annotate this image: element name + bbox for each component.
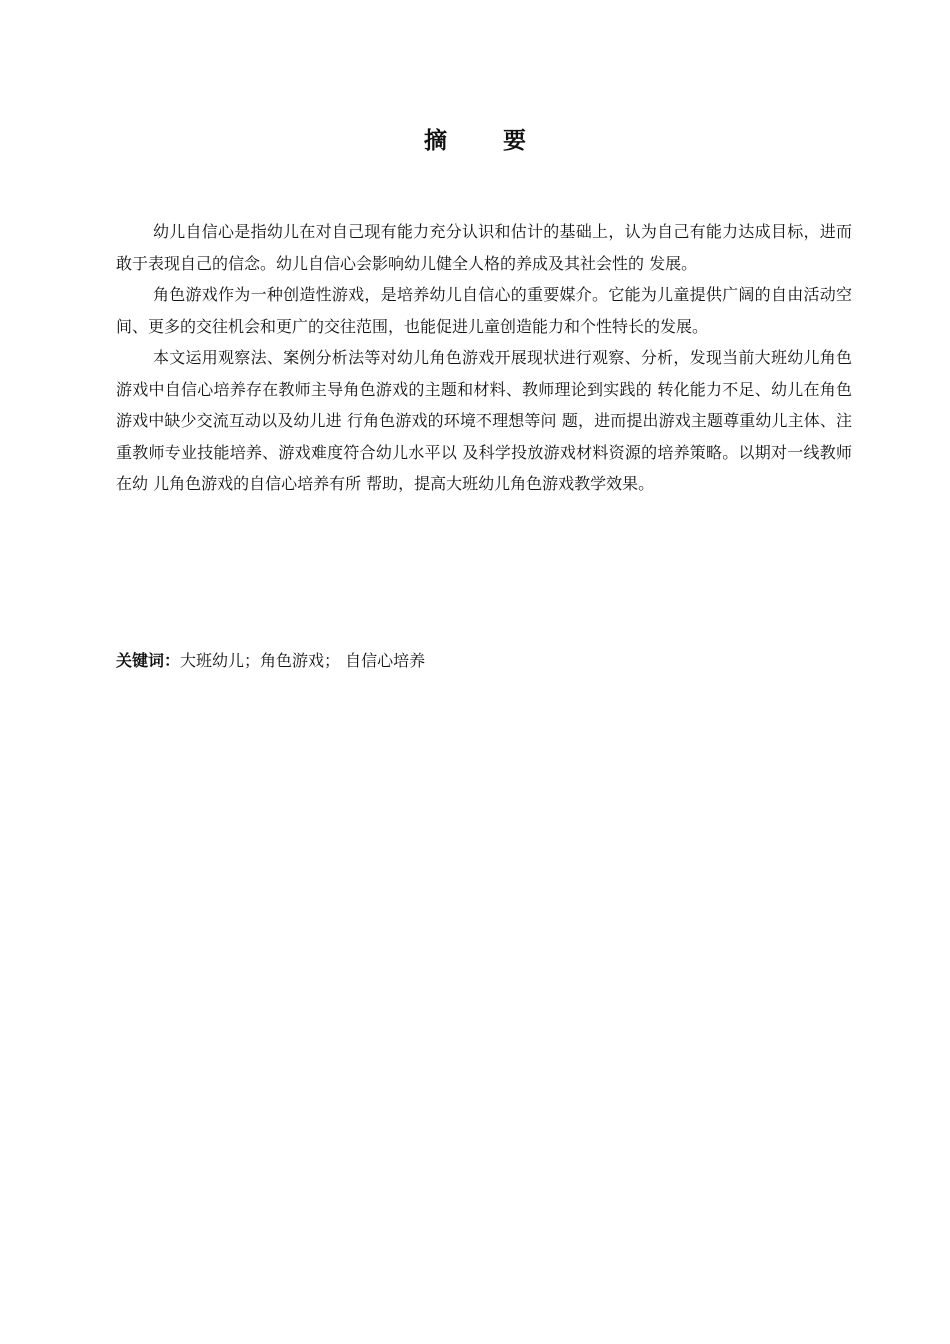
abstract-body [116,216,852,500]
keywords-text: 大班幼儿；角色游戏； 自信心培养 [180,651,426,670]
abstract-paragraph-1: 幼儿自信心是指幼儿在对自己现有能力充分认识和估计的基础上，认为自己有能力达成目标，进而敢于表现自己的信念。幼儿自信心会影响幼儿健全人格的养成及其社会性的 发展。 [116,222,852,273]
keywords-label: 关键词： [116,651,181,670]
keywords-line [116,645,852,676]
abstract-paragraph-2: 角色游戏作为一种创造性游戏，是培养幼儿自信心的重要媒介。它能为儿童提供广阔的自由活动空间、更多的交往机会和更广的交往范围，也能促进儿童创造能力和个性特长的发展。 [116,285,852,336]
abstract-paragraph-3: 本文运用观察法、案例分析法等对幼儿角色游戏开展现状进行观察、分析，发现当前大班幼儿角色游戏中自信心培养存在教师主导角色游戏的主题和材料、教师理论到实践的 转化能力不足、幼儿在角色游戏中缺少交流互动以及幼儿进 行角色游戏的环境不理想等问 题，进而提出游戏主题尊重幼儿主体、注重教师专业技能培养、游戏难度符合幼儿水平以 及科学投放游戏材料资源的培养策略。以期对一线教师在幼 儿角色游戏的自信心培养有所 帮助，提高大班幼儿角色游戏教学效果。 [116,348,852,493]
page-title: 摘 要 [423,128,550,154]
